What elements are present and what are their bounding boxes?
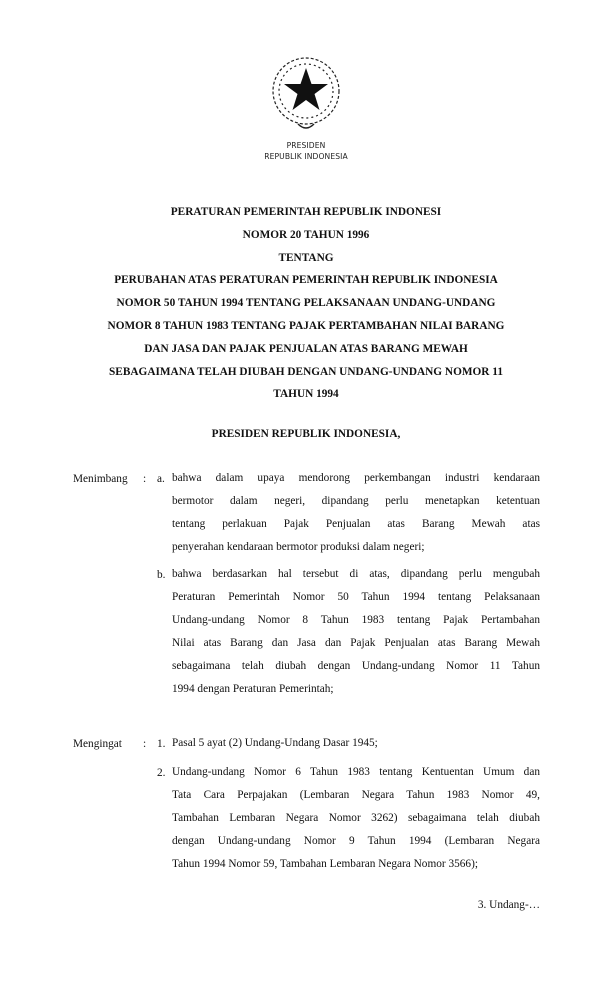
- title-line: SEBAGAIMANA TELAH DIUBAH DENGAN UNDANG-UNDANG NOMOR 11: [109, 365, 503, 378]
- mengingat-colon: :: [143, 738, 147, 750]
- menimbang-colon: :: [143, 473, 147, 485]
- title-line: PERUBAHAN ATAS PERATURAN PEMERINTAH REPUBLIK INDONESIA: [114, 274, 498, 287]
- title-line: TAHUN 1994: [273, 388, 339, 401]
- letterhead-president: PRESIDEN: [286, 141, 326, 150]
- text-line: 1994 dengan Peraturan Pemerintah;: [172, 682, 334, 695]
- text-line: Tahun 1994 Nomor 59, Tambahan Lembaran Negara Nomor 3566);: [172, 857, 478, 870]
- item-marker: 2.: [157, 766, 166, 779]
- letterhead-republic: REPUBLIK INDONESIA: [264, 152, 348, 161]
- text-line: Nilai atas Barang dan Jasa dan Pajak Penjualan atas Barang Mewah: [172, 636, 540, 649]
- document-title: [0, 201, 612, 406]
- title-line: DAN JASA DAN PAJAK PENJUALAN ATAS BARANG MEWAH: [144, 342, 468, 355]
- item-marker: a.: [157, 473, 165, 485]
- text-line: bahwa dalam upaya mendorong perkembangan industri kendaraan: [172, 472, 540, 484]
- mengingat-item: [172, 732, 540, 755]
- mengingat-item: [172, 761, 540, 876]
- text-line: sebagaimana telah diubah dengan Undang-undang Nomor 11 Tahun: [172, 659, 540, 672]
- title-line: NOMOR 8 TAHUN 1983 TENTANG PAJAK PERTAMBAHAN NILAI BARANG: [107, 319, 505, 332]
- title-line: PERATURAN PEMERINTAH REPUBLIK INDONESI: [170, 206, 442, 218]
- preamble: PRESIDEN REPUBLIK INDONESIA,: [211, 428, 401, 440]
- title-line: NOMOR 50 TAHUN 1994 TENTANG PELAKSANAAN UNDANG-UNDANG: [116, 297, 496, 310]
- text-line: Pasal 5 ayat (2) Undang-Undang Dasar 1945;: [172, 737, 378, 749]
- text-line: tentang perlakuan Pajak Penjualan atas Barang Mewah atas: [172, 517, 540, 530]
- mengingat-label: Mengingat: [73, 738, 122, 750]
- menimbang-item: [172, 467, 540, 559]
- text-line: Undang-undang Nomor 6 Tahun 1983 tentang Kentuentan Umum dan: [172, 765, 540, 778]
- menimbang-label: Menimbang: [73, 473, 128, 485]
- menimbang-item: [172, 563, 540, 700]
- item-marker: 1.: [157, 738, 166, 750]
- title-line: TENTANG: [278, 251, 334, 264]
- text-line: bahwa berdasarkan hal tersebut di atas, dipandang perlu mengubah: [172, 568, 540, 581]
- next-page-reference: 3. Undang-…: [477, 899, 540, 911]
- text-line: penyerahan kendaraan bermotor produksi dalam negeri;: [172, 540, 425, 553]
- text-line: Tambahan Lembaran Negara Nomor 3262) sebagaimana telah diubah: [172, 811, 540, 824]
- text-line: dengan Undang-undang Nomor 9 Tahun 1994 (Lembaran Negara: [172, 834, 540, 847]
- text-line: Peraturan Pemerintah Nomor 50 Tahun 1994 tentang Pelaksanaan: [172, 591, 540, 603]
- presidential-emblem: [268, 54, 344, 134]
- item-marker: b.: [157, 569, 166, 582]
- text-line: Undang-undang Nomor 8 Tahun 1983 tentang Pajak Pertambahan: [172, 613, 540, 626]
- text-line: Tata Cara Perpajakan (Lembaran Negara Tahun 1983 Nomor 49,: [172, 788, 540, 801]
- title-line: NOMOR 20 TAHUN 1996: [242, 228, 370, 241]
- text-line: bermotor dalam negeri, dipandang perlu menetapkan ketentuan: [172, 494, 540, 507]
